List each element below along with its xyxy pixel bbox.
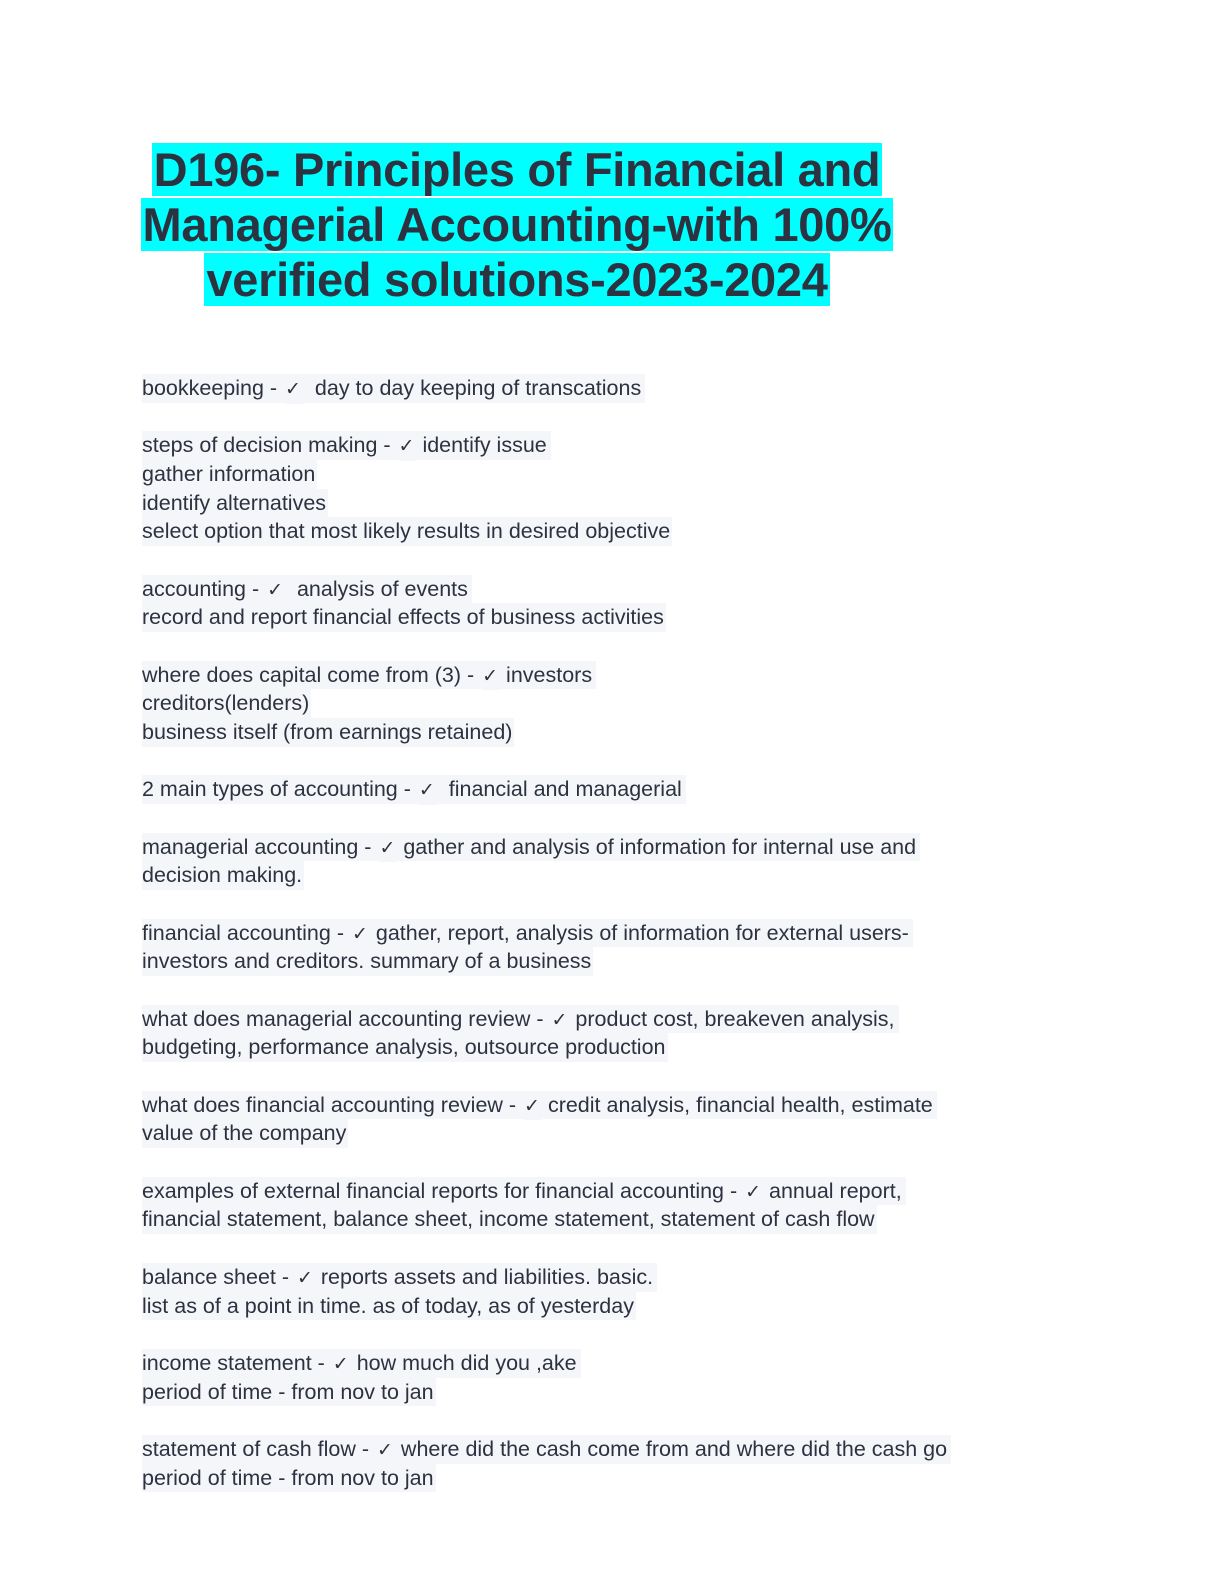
term-text: statement of cash flow - [142, 1435, 377, 1464]
check-icon: ✓ [399, 432, 417, 461]
term-text: what does financial accounting review - [142, 1091, 524, 1120]
flashcard-entry-external-reports [142, 1177, 1042, 1234]
check-icon: ✓ [267, 576, 285, 605]
answer-text: investors [500, 661, 594, 690]
term-text: what does managerial accounting review - [142, 1005, 552, 1034]
term-text: managerial accounting - [142, 833, 379, 862]
flashcard-entry-steps-of-decision-making [142, 431, 1042, 546]
answer-continuation: budgeting, performance analysis, outsource production [142, 1033, 668, 1062]
flashcard-entry-managerial-accounting [142, 833, 1042, 890]
answer-continuation: period of time - from nov to jan [142, 1378, 436, 1407]
answer-continuation: identify alternatives [142, 489, 328, 518]
answer-text: how much did you ,ake [351, 1349, 579, 1378]
check-icon: ✓ [482, 662, 500, 691]
answer-text: identify issue [416, 431, 548, 460]
flashcard-entry-bookkeeping [142, 374, 1042, 403]
term-text: income statement - [142, 1349, 333, 1378]
flashcard-entry-income-statement [142, 1349, 1042, 1406]
check-icon: ✓ [419, 776, 437, 805]
check-icon: ✓ [745, 1178, 763, 1207]
flashcard-entry-accounting [142, 575, 1042, 632]
answer-continuation: select option that most likely results in desired objective [142, 517, 672, 546]
answer-text: financial and managerial [437, 775, 684, 804]
answer-continuation: value of the company [142, 1119, 348, 1148]
document-title [0, 142, 1034, 307]
flashcard-entry-managerial-review [142, 1005, 1042, 1062]
answer-text: where did the cash come from and where did the cash go [395, 1435, 949, 1464]
flashcard-entry-capital-sources [142, 661, 1042, 747]
answer-continuation: list as of a point in time. as of today, as of yesterday [142, 1292, 636, 1321]
answer-text: credit analysis, financial health, estimate [542, 1091, 935, 1120]
term-text: accounting - [142, 575, 267, 604]
answer-continuation: period of time - from nov to jan [142, 1464, 436, 1493]
term-text: where does capital come from (3) - [142, 661, 482, 690]
answer-text: analysis of events [285, 575, 470, 604]
answer-text: day to day keeping of transcations [303, 374, 643, 403]
answer-continuation: record and report financial effects of business activities [142, 603, 666, 632]
flashcard-list [142, 374, 1042, 1521]
term-text: financial accounting - [142, 919, 352, 948]
term-text: bookkeeping - [142, 374, 285, 403]
check-icon: ✓ [379, 834, 397, 863]
flashcard-entry-cash-flow [142, 1435, 1042, 1492]
term-text: balance sheet - [142, 1263, 297, 1292]
flashcard-entry-balance-sheet [142, 1263, 1042, 1320]
term-text: 2 main types of accounting - [142, 775, 419, 804]
check-icon: ✓ [297, 1264, 315, 1293]
check-icon: ✓ [352, 920, 370, 949]
term-text: examples of external financial reports for financial accounting - [142, 1177, 745, 1206]
answer-continuation: decision making. [142, 861, 304, 890]
check-icon: ✓ [552, 1006, 570, 1035]
check-icon: ✓ [524, 1092, 542, 1121]
term-text: steps of decision making - [142, 431, 399, 460]
answer-text: reports assets and liabilities. basic. [315, 1263, 655, 1292]
flashcard-entry-main-types [142, 775, 1042, 804]
answer-text: gather, report, analysis of information for external users- [370, 919, 911, 948]
flashcard-entry-financial-accounting [142, 919, 1042, 976]
answer-text: annual report, [763, 1177, 904, 1206]
check-icon: ✓ [285, 375, 303, 404]
title-line-1: D196- Principles of Financial and [153, 143, 881, 196]
title-line-2: Managerial Accounting-with 100% [142, 198, 892, 251]
answer-continuation: financial statement, balance sheet, income statement, statement of cash flow [142, 1205, 877, 1234]
flashcard-entry-financial-review [142, 1091, 1042, 1148]
check-icon: ✓ [377, 1436, 395, 1465]
answer-text: gather and analysis of information for internal use and [397, 833, 918, 862]
title-line-3: verified solutions-2023-2024 [206, 253, 828, 306]
answer-text: product cost, breakeven analysis, [569, 1005, 896, 1034]
answer-continuation: creditors(lenders) [142, 689, 311, 718]
answer-continuation: gather information [142, 460, 317, 489]
answer-continuation: business itself (from earnings retained) [142, 718, 514, 747]
answer-continuation: investors and creditors. summary of a business [142, 947, 593, 976]
check-icon: ✓ [333, 1350, 351, 1379]
